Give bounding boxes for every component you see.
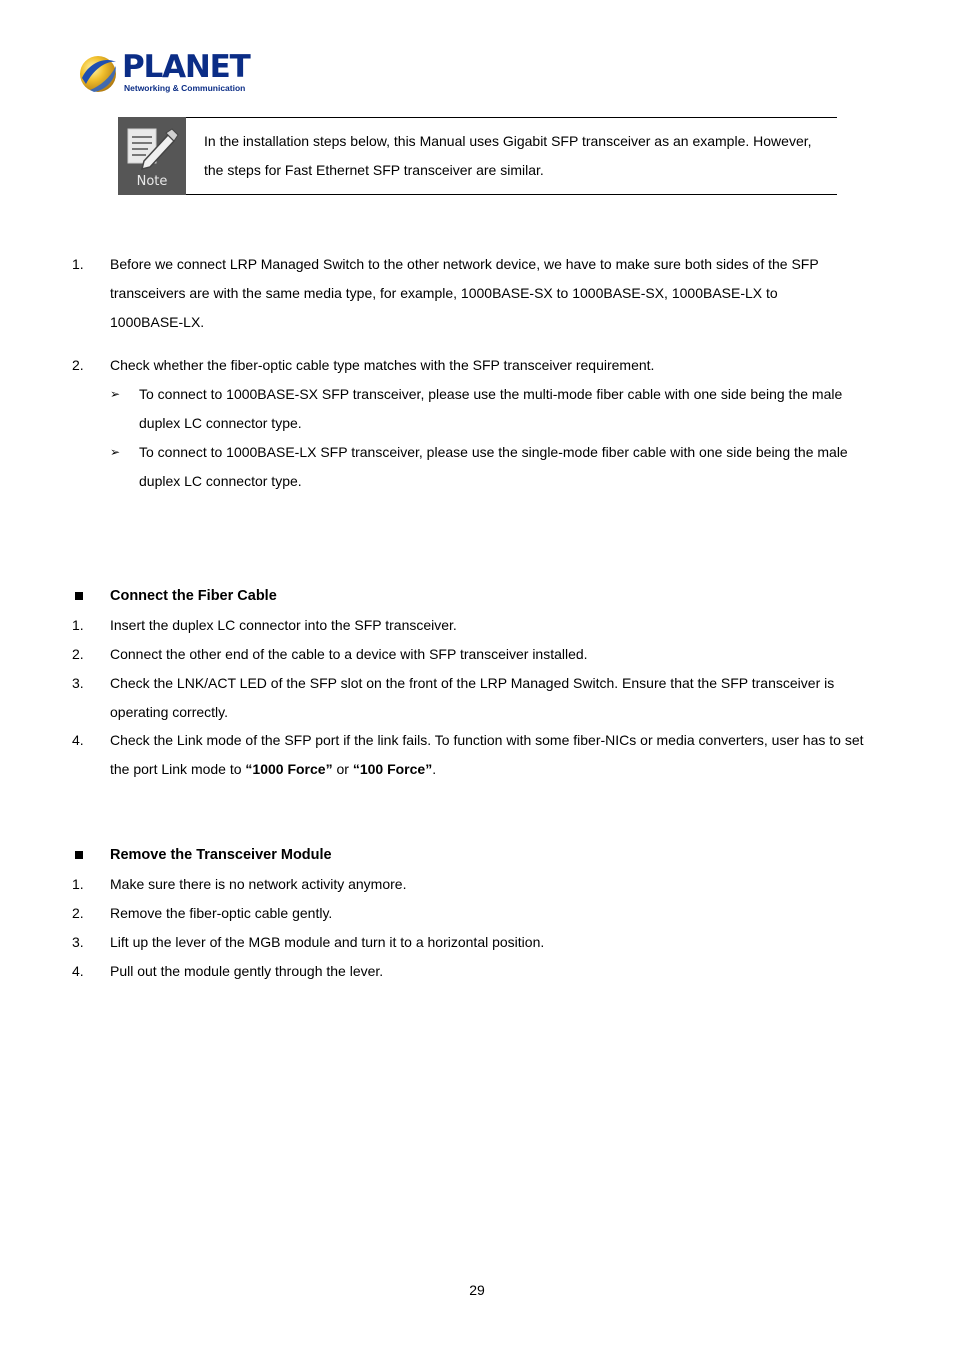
item-text xyxy=(110,250,885,337)
brand-tagline: Networking & Communication xyxy=(124,83,246,93)
square-bullet-icon xyxy=(75,851,83,859)
item-number: 4. xyxy=(72,732,84,748)
item-text: Insert the duplex LC connector into the SFP transceiver. xyxy=(110,617,457,633)
item-number: 3. xyxy=(72,934,84,950)
item-number: 2. xyxy=(72,905,84,921)
text-line: Before we connect LRP Managed Switch to the other network device, we have to make sure both sides of the SFP xyxy=(110,256,819,272)
text-line: operating correctly. xyxy=(110,704,229,720)
item-number: 1. xyxy=(72,876,84,892)
item-number: 3. xyxy=(72,675,84,691)
text-line: To connect to 1000BASE-LX SFP transceiver, please use the single-mode fiber cable with one side being the male xyxy=(139,444,848,460)
note-box xyxy=(118,117,837,195)
item-number: 1. xyxy=(72,617,84,633)
text-line: 1000BASE-LX. xyxy=(110,314,205,330)
text-fragment: or xyxy=(332,761,353,777)
mode-1000-force: “1000 Force” xyxy=(245,761,333,777)
notepad-pencil-icon xyxy=(118,121,186,177)
mode-100-force: “100 Force” xyxy=(352,761,433,777)
item-text: Lift up the lever of the MGB module and turn it to a horizontal position. xyxy=(110,934,545,950)
globe-icon xyxy=(78,52,122,96)
page-number: 29 xyxy=(469,1282,485,1298)
item-number: 2. xyxy=(72,646,84,662)
planet-logo xyxy=(78,49,250,98)
note-text-line: the steps for Fast Ethernet SFP transceiver are similar. xyxy=(204,162,544,178)
arrow-bullet-icon: ➢ xyxy=(110,445,121,459)
text-line: Check the Link mode of the SFP port if the link fails. To function with some fiber-NICs or media converters, user has to set xyxy=(110,732,864,748)
note-text-line: In the installation steps below, this Manual uses Gigabit SFP transceiver as an example. However, xyxy=(204,133,812,149)
sub-item-text xyxy=(139,438,879,496)
item-number: 2. xyxy=(72,357,84,373)
item-text xyxy=(110,726,885,784)
text-line: transceivers are with the same media type, for example, 1000BASE-SX to 1000BASE-SX, 1000BASE-LX to xyxy=(110,285,778,301)
brand-name: PLANET xyxy=(122,49,250,85)
arrow-bullet-icon: ➢ xyxy=(110,387,121,401)
text-line: duplex LC connector type. xyxy=(139,415,302,431)
heading-text: Connect the Fiber Cable xyxy=(110,588,277,604)
item-text xyxy=(110,669,885,727)
text-line xyxy=(110,755,885,784)
sub-item-text xyxy=(139,380,879,438)
item-text: Check whether the fiber-optic cable type matches with the SFP transceiver requirement. xyxy=(110,357,655,373)
text-line: Check the LNK/ACT LED of the SFP slot on the front of the LRP Managed Switch. Ensure that the SFP transceiver is xyxy=(110,675,835,691)
item-text: Pull out the module gently through the lever. xyxy=(110,963,384,979)
heading-text: Remove the Transceiver Module xyxy=(110,847,332,863)
item-text: Make sure there is no network activity anymore. xyxy=(110,876,407,892)
text-fragment: the port Link mode to xyxy=(110,761,246,777)
item-text: Connect the other end of the cable to a device with SFP transceiver installed. xyxy=(110,646,588,662)
text-line: duplex LC connector type. xyxy=(139,473,302,489)
item-number: 1. xyxy=(72,256,84,272)
text-line: To connect to 1000BASE-SX SFP transceiver, please use the multi-mode fiber cable with one side being the male xyxy=(139,386,843,402)
text-fragment: . xyxy=(432,761,437,777)
note-icon xyxy=(118,117,186,195)
note-divider-bottom xyxy=(186,194,837,195)
square-bullet-icon xyxy=(75,592,83,600)
note-label: Note xyxy=(136,174,168,189)
item-text: Remove the fiber-optic cable gently. xyxy=(110,905,333,921)
item-number: 4. xyxy=(72,963,84,979)
note-text xyxy=(204,127,844,185)
note-divider-top xyxy=(186,117,837,118)
